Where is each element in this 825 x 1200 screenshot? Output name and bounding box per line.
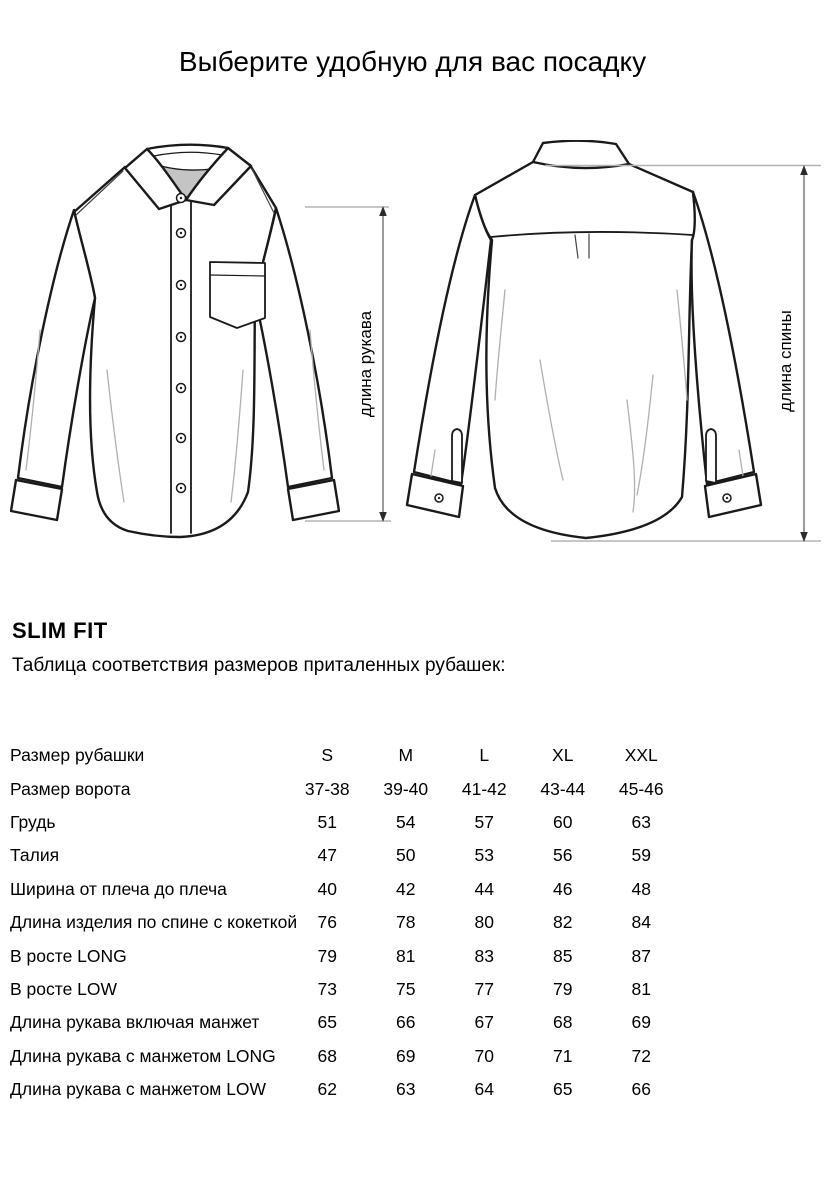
size-value: 77: [474, 978, 494, 999]
size-value: 66: [631, 1079, 651, 1100]
row-label: В росте LOW: [10, 978, 118, 999]
table-header-label: Размер рубашки: [10, 745, 145, 766]
size-table: [10, 739, 690, 1106]
size-value: 63: [631, 811, 651, 832]
size-value: 72: [631, 1045, 651, 1066]
table-row: [10, 839, 690, 872]
back-left-sleeve-placket: [452, 429, 462, 483]
size-value: 81: [631, 978, 651, 999]
size-value: 69: [631, 1012, 651, 1033]
size-value: 56: [553, 845, 573, 866]
row-label: Длина рукава с манжетом LONG: [10, 1045, 276, 1066]
size-value: 60: [553, 811, 573, 832]
size-value: 42: [396, 878, 416, 899]
page-title: Выберите удобную для вас посадку: [178, 46, 647, 77]
size-value: 76: [317, 912, 337, 933]
table-row: [10, 1073, 690, 1106]
row-label: Ширина от плеча до плеча: [10, 878, 227, 899]
fit-heading: SLIM FIT: [12, 618, 108, 643]
size-value: 65: [553, 1079, 573, 1100]
size-value: 39-40: [383, 778, 429, 799]
size-value: 62: [317, 1079, 337, 1100]
size-value: 71: [553, 1045, 573, 1066]
shirt-front-drawing: [10, 140, 340, 560]
size-value: 84: [631, 912, 651, 933]
row-label: Длина рукава с манжетом LOW: [10, 1079, 267, 1100]
table-header-row: [10, 739, 690, 772]
table-row: [10, 772, 690, 805]
back-body: [475, 162, 696, 538]
size-value: 68: [553, 1012, 573, 1033]
size-value: 82: [553, 912, 573, 933]
row-label: Длина рукава включая манжет: [10, 1012, 260, 1033]
size-value: 53: [474, 845, 494, 866]
size-column-header: XL: [552, 745, 574, 766]
front-body: [74, 165, 276, 537]
sleeve-length-label: длина рукава: [356, 310, 375, 418]
size-value: 79: [317, 945, 337, 966]
row-label: Грудь: [10, 811, 56, 832]
size-value: 79: [553, 978, 573, 999]
size-value: 47: [317, 845, 337, 866]
size-value: 65: [317, 1012, 337, 1033]
size-value: 43-44: [540, 778, 586, 799]
row-label: В росте LONG: [10, 945, 127, 966]
size-value: 37-38: [304, 778, 350, 799]
size-value: 70: [474, 1045, 494, 1066]
size-value: 41-42: [461, 778, 507, 799]
size-value: 75: [396, 978, 416, 999]
size-column-header: M: [398, 745, 414, 766]
size-value: 81: [396, 945, 416, 966]
back-right-sleeve-placket: [706, 429, 716, 483]
row-label: Размер ворота: [10, 778, 131, 799]
table-row: [10, 973, 690, 1006]
size-value: 45-46: [618, 778, 664, 799]
size-value: 63: [396, 1079, 416, 1100]
size-value: 73: [317, 978, 337, 999]
table-row: [10, 1006, 690, 1039]
size-column-header: S: [321, 745, 334, 766]
size-value: 57: [474, 811, 494, 832]
size-value: 59: [631, 845, 651, 866]
size-value: 69: [396, 1045, 416, 1066]
size-value: 66: [396, 1012, 416, 1033]
row-label: Талия: [10, 845, 60, 866]
row-label: Длина изделия по спине с кокеткой: [10, 912, 298, 933]
shirt-back-drawing: [405, 140, 780, 560]
size-value: 67: [474, 1012, 494, 1033]
table-row: [10, 906, 690, 939]
table-row: [10, 873, 690, 906]
size-value: 51: [317, 811, 337, 832]
front-chest-pocket: [210, 262, 265, 328]
table-row: [10, 1040, 690, 1073]
size-value: 87: [631, 945, 651, 966]
size-value: 40: [317, 878, 337, 899]
size-value: 48: [631, 878, 651, 899]
size-value: 80: [474, 912, 494, 933]
size-value: 54: [396, 811, 416, 832]
table-row: [10, 806, 690, 839]
size-value: 64: [474, 1079, 494, 1100]
size-value: 78: [396, 912, 416, 933]
size-column-header: XXL: [624, 745, 658, 766]
back-length-label: длина спины: [776, 310, 795, 412]
size-value: 68: [317, 1045, 337, 1066]
size-value: 44: [474, 878, 494, 899]
size-value: 46: [553, 878, 573, 899]
size-column-header: L: [479, 745, 490, 766]
table-row: [10, 939, 690, 972]
back-right-sleeve: [692, 192, 754, 484]
table-subtitle: Таблица соответствия размеров приталенных рубашек:: [12, 655, 506, 676]
size-value: 50: [396, 845, 416, 866]
size-value: 85: [553, 945, 573, 966]
size-value: 83: [474, 945, 494, 966]
